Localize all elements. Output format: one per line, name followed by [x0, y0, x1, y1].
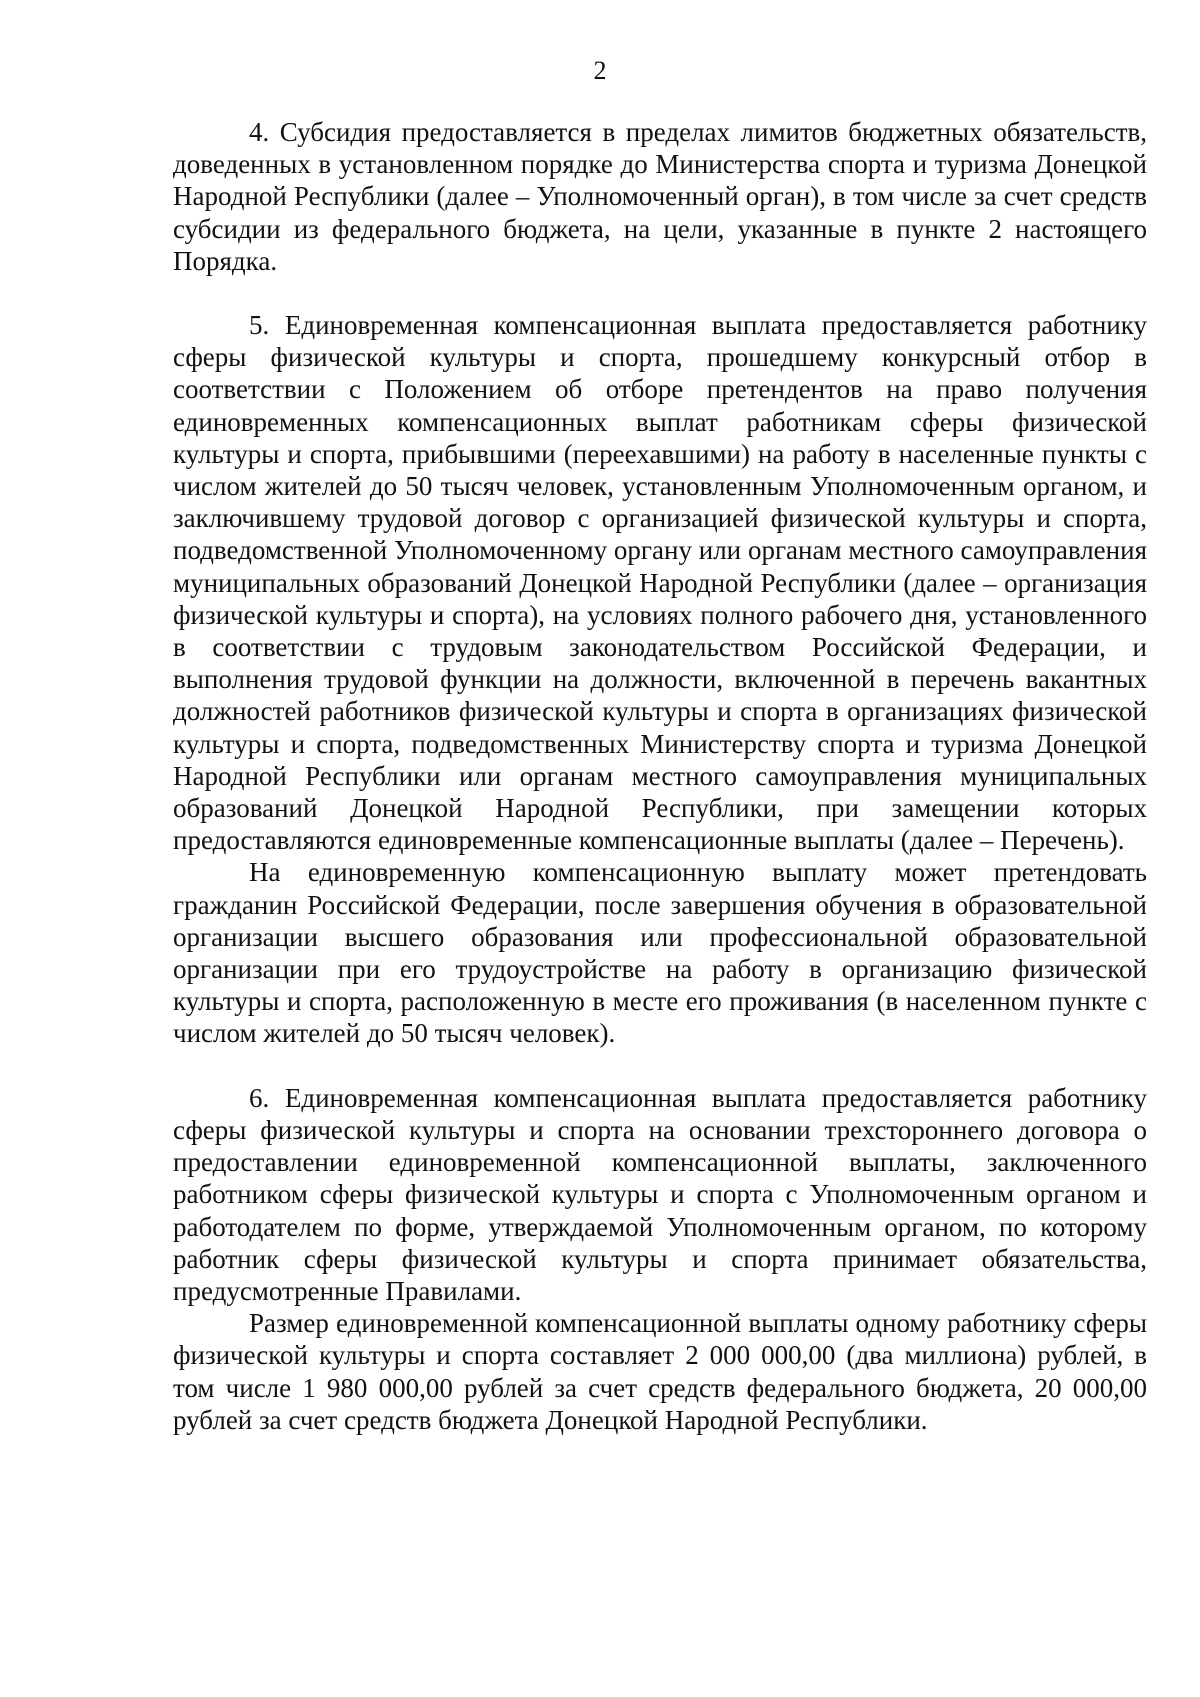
page-number: 2 — [593, 56, 607, 85]
paragraph-4: 4. Субсидия предоставляется в пределах лимитов бюджетных обязательств, доведенных в установленном порядке до Министерства спорта и туризма Донецкой Народной Республики (далее – Уполномоченный орган), в том числе за счет средств субсидии из федерального бюджета, на цели, указанные в пункте 2 настоящего Порядка. — [173, 117, 1147, 276]
document-body — [173, 116, 1147, 1436]
paragraph-6-continuation: Размер единовременной компенсационной выплаты одному работнику сферы физической культуры и спорта составляет 2 000 000,00 (два миллиона) рублей, в том числе 1 980 000,00 рублей за счет средств федерального бюджета, 20 000,00 рублей за счет средств бюджета Донецкой Народной Республики. — [173, 1308, 1147, 1435]
paragraph-6: 6. Единовременная компенсационная выплата предоставляется работнику сферы физической культуры и спорта на основании трехстороннего договора о предоставлении единовременной компенсационной выплаты, заключенного работником сферы физической культуры и спорта с Уполномоченным органом и работодателем по форме, утверждаемой Уполномоченным органом, по которому работник сферы физической культуры и спорта принимает обязательства, предусмотренные Правилами. — [173, 1082, 1147, 1306]
paragraph-5: 5. Единовременная компенсационная выплата предоставляется работнику сферы физической культуры и спорта, прошедшему конкурсный отбор в соответствии с Положением об отборе претендентов на право получения единовременных компенсационных выплат работникам сферы физической культуры и спорта, прибывшими (переехавшими) на работу в населенные пункты с числом жителей до 50 тысяч человек, установленным Уполномоченным органом, и заключившему трудовой договор с организацией физической культуры и спорта, подведомственной Уполномоченному органу или органам местного самоуправления муниципальных образований Донецкой Народной Республики (далее – организация физической культуры и спорта), на условиях полного рабочего дня, установленного в соответствии с трудовым законодательством Российской Федерации, и выполнения трудовой функции на должности, включенной в перечень вакантных должностей работников физической культуры и спорта в организациях физической культуры и спорта, подведомственных Министерству спорта и туризма Донецкой Народной Республики или органам местного самоуправления муниципальных образований Донецкой Народной Республики, при замещении которых предоставляются единовременные компенсационные выплаты (далее – Перечень). — [173, 310, 1147, 856]
paragraph-5-continuation: На единовременную компенсационную выплату может претендовать гражданин Российской Федерации, после завершения обучения в образовательной организации высшего образования или профессиональной образовательной организации при его трудоустройстве на работу в организацию физической культуры и спорта, расположенную в месте его проживания (в населенном пункте с числом жителей до 50 тысяч человек). — [173, 857, 1147, 1049]
